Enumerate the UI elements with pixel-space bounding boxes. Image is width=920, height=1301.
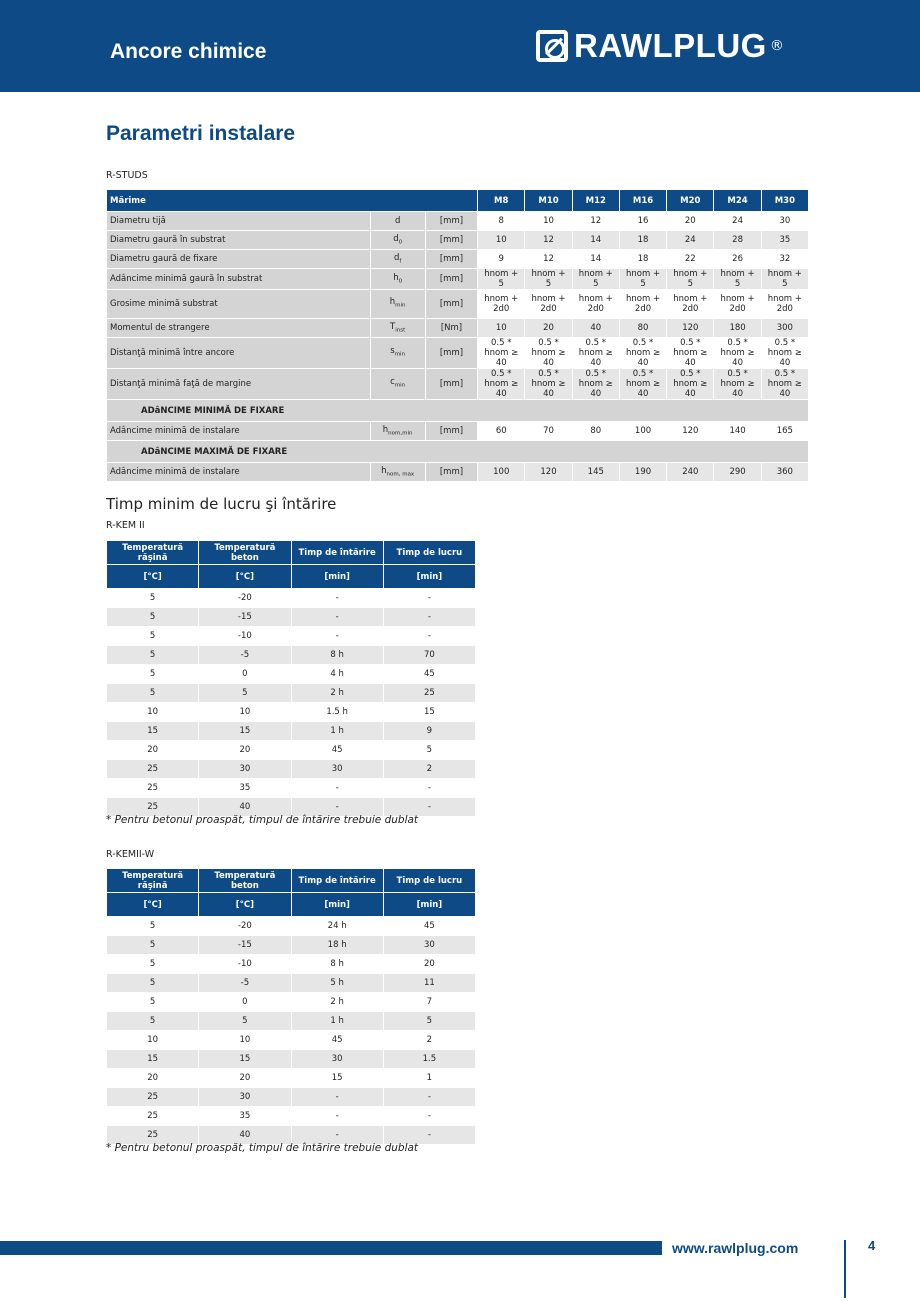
table-cell: 9 [383,722,475,741]
param-value: 40 [572,319,619,338]
param-value: 24 [667,231,714,250]
param-value: 12 [572,212,619,231]
param-name: Adâncime minimă de instalare [107,463,371,482]
unit-header: [min] [383,565,475,589]
table-cell: 15 [107,1050,199,1069]
table-cell: 7 [383,993,475,1012]
table-cell: 10 [199,1031,291,1050]
unit-row [107,565,476,589]
table-cell: - [291,1088,383,1107]
param-value: 30 [761,212,808,231]
studs-row [107,319,809,338]
table-cell: - [291,589,383,608]
param-value: 100 [478,463,525,482]
table-cell: 20 [107,1069,199,1088]
table-cell: 18 h [291,936,383,955]
table-row [107,703,476,722]
param-name: Distanţă minimă între ancore [107,338,371,369]
param-value: 0.5 * hnom ≥ 40 [761,338,808,369]
param-symbol [370,422,425,441]
table-cell: 45 [291,1031,383,1050]
symbol-letter: d [394,216,401,226]
table-row [107,684,476,703]
table-cell: 2 [383,1031,475,1050]
kem2-label: R-KEM II [106,520,145,531]
param-value: 22 [667,250,714,269]
column-header: Timp de întărire [291,541,383,565]
table-cell: 25 [107,1107,199,1126]
table-cell: - [383,1107,475,1126]
kem2w-note: * Pentru betonul proaspăt, timpul de întărire trebuie dublat [106,1142,419,1154]
param-value: 32 [761,250,808,269]
table-row [107,917,476,936]
studs-size-header: M10 [525,190,572,212]
symbol-subscript: min [394,382,406,389]
table-cell: -20 [199,589,291,608]
table-cell: 5 [107,608,199,627]
param-name: Diametru tijă [107,212,371,231]
table-row [107,779,476,798]
param-value: 120 [667,422,714,441]
param-symbol [370,250,425,269]
table-cell: 1 h [291,722,383,741]
param-value: 10 [478,319,525,338]
param-value: hnom + 5 [667,269,714,290]
symbol-letter: T [390,322,396,333]
table-cell: 25 [383,684,475,703]
symbol-subscript: min [394,351,406,358]
studs-size-header: M12 [572,190,619,212]
param-value: hnom + 5 [761,269,808,290]
studs-size-header: M16 [619,190,666,212]
table-row [107,1107,476,1126]
table-cell: 5 [107,627,199,646]
table-cell: 35 [199,1107,291,1126]
footer-bar [0,1241,662,1255]
kem2-table [106,540,476,817]
table-cell: 5 h [291,974,383,993]
times-title: Timp minim de lucru şi întărire [106,495,337,513]
footer-url[interactable]: www.rawlplug.com [672,1240,799,1256]
param-value: 120 [667,319,714,338]
studs-size-header: M8 [478,190,525,212]
symbol-subscript: nom,min [388,430,413,437]
param-value: 10 [478,231,525,250]
param-value: 0.5 * hnom ≥ 40 [761,369,808,400]
table-cell: 45 [383,917,475,936]
table-cell: 25 [107,760,199,779]
param-value: 14 [572,231,619,250]
param-value: 0.5 * hnom ≥ 40 [667,338,714,369]
section-heading: ADâNCIME MINIMĂ DE FIXARE [107,400,809,422]
param-value: 12 [525,231,572,250]
table-row [107,646,476,665]
param-value: 70 [525,422,572,441]
param-value: 80 [572,422,619,441]
table-cell: 25 [107,1126,199,1145]
param-value: hnom + 2d0 [667,290,714,319]
table-cell: - [291,798,383,817]
param-value: 145 [572,463,619,482]
symbol-subscript: 0 [398,278,403,285]
param-unit: [mm] [425,231,477,250]
symbol-subscript: inst [395,327,406,334]
studs-section-row [107,441,809,463]
table-cell: 5 [199,684,291,703]
table-cell: 20 [383,955,475,974]
param-value: hnom + 2d0 [572,290,619,319]
param-value: 60 [478,422,525,441]
param-symbol [370,290,425,319]
param-value: 26 [714,250,761,269]
table-cell: 20 [199,1069,291,1088]
studs-size-header: M24 [714,190,761,212]
param-value: 165 [761,422,808,441]
symbol-letter: d [393,234,399,245]
param-value: 240 [667,463,714,482]
table-cell: 5 [107,955,199,974]
param-value: hnom + 5 [525,269,572,290]
studs-row [107,422,809,441]
param-value: 24 [714,212,761,231]
studs-col-name: Mărime [107,190,478,212]
param-unit: [mm] [425,269,477,290]
studs-row [107,212,809,231]
table-cell: 15 [383,703,475,722]
table-cell: 10 [199,703,291,722]
param-unit: [mm] [425,250,477,269]
param-value: 14 [572,250,619,269]
table-cell: 5 [107,646,199,665]
param-value: 290 [714,463,761,482]
param-unit: [mm] [425,422,477,441]
param-name: Adâncime minimă gaură în substrat [107,269,371,290]
column-header: Temperatură beton [199,869,291,893]
table-cell: 30 [199,1088,291,1107]
table-cell: 1.5 h [291,703,383,722]
table-cell: 1 [383,1069,475,1088]
param-value: 10 [525,212,572,231]
param-value: 0.5 * hnom ≥ 40 [572,369,619,400]
table-row [107,955,476,974]
rawlplug-mark-icon [536,30,568,62]
param-value: 0.5 * hnom ≥ 40 [619,369,666,400]
param-value: 360 [761,463,808,482]
studs-row [107,250,809,269]
studs-table [106,189,809,482]
unit-header: [°C] [107,893,199,917]
symbol-subscript: min [395,302,406,309]
section-title: Parametri instalare [106,122,296,145]
table-cell: -10 [199,627,291,646]
table-cell: 45 [383,665,475,684]
logo-text: RAWLPLUG [574,27,767,64]
kem2-note: * Pentru betonul proaspăt, timpul de întărire trebuie dublat [106,814,419,826]
column-header: Temperatură răşină [107,869,199,893]
studs-section-row [107,400,809,422]
table-cell: -15 [199,936,291,955]
table-row [107,760,476,779]
studs-row [107,290,809,319]
table-cell: 30 [383,936,475,955]
table-cell: 5 [383,1012,475,1031]
table-cell: 0 [199,993,291,1012]
table-cell: 2 [383,760,475,779]
kem2w-table [106,868,476,1145]
param-value: 0.5 * hnom ≥ 40 [478,369,525,400]
unit-header: [°C] [107,565,199,589]
table-cell: 45 [291,741,383,760]
table-cell: 5 [107,684,199,703]
param-value: 18 [619,250,666,269]
table-cell: 2 h [291,993,383,1012]
table-row [107,1031,476,1050]
param-value: hnom + 5 [478,269,525,290]
param-symbol [370,338,425,369]
unit-header: [min] [291,893,383,917]
param-name: Diametru gaură de fixare [107,250,371,269]
table-cell: - [291,608,383,627]
symbol-subscript: 0 [398,239,403,246]
header-title: Ancore chimice [110,40,267,63]
table-cell: - [291,627,383,646]
param-unit: [mm] [425,290,477,319]
param-value: 100 [619,422,666,441]
table-cell: - [383,608,475,627]
symbol-letter: h [389,297,396,308]
symbol-subscript: f [399,258,402,265]
param-value: 190 [619,463,666,482]
table-cell: 5 [107,936,199,955]
table-cell: 5 [199,1012,291,1031]
studs-size-header: M30 [761,190,808,212]
param-unit: [mm] [425,212,477,231]
studs-row [107,369,809,400]
param-value: hnom + 5 [572,269,619,290]
table-cell: 10 [107,1031,199,1050]
column-header: Temperatură răşină [107,541,199,565]
symbol-letter: h [382,425,389,436]
studs-row [107,269,809,290]
page-number: 4 [868,1238,876,1253]
table-cell: 25 [107,798,199,817]
table-cell: 35 [199,779,291,798]
table-cell: 11 [383,974,475,993]
studs-row [107,231,809,250]
table-cell: 5 [107,1012,199,1031]
table-cell: 1 h [291,1012,383,1031]
table-row [107,974,476,993]
param-value: 180 [714,319,761,338]
param-value: 140 [714,422,761,441]
unit-header: [min] [383,893,475,917]
param-value: 9 [478,250,525,269]
table-cell: 40 [199,798,291,817]
column-header: Timp de lucru [383,541,475,565]
symbol-letter: h [393,273,399,284]
table-cell: 25 [107,1088,199,1107]
studs-row [107,338,809,369]
symbol-letter: c [390,377,395,388]
table-row [107,741,476,760]
param-value: 0.5 * hnom ≥ 40 [572,338,619,369]
param-symbol [370,212,425,231]
param-symbol [370,269,425,290]
param-value: hnom + 5 [714,269,761,290]
param-value: 0.5 * hnom ≥ 40 [714,338,761,369]
table-cell: 5 [107,993,199,1012]
table-cell: - [291,1126,383,1145]
param-symbol [370,369,425,400]
param-value: 300 [761,319,808,338]
param-value: 16 [619,212,666,231]
param-value: 18 [619,231,666,250]
symbol-letter: d [393,253,400,264]
table-row [107,665,476,684]
table-row [107,936,476,955]
table-cell: 40 [199,1126,291,1145]
table-cell: -10 [199,955,291,974]
table-cell: -15 [199,608,291,627]
footer-divider [844,1240,846,1298]
table-cell: 20 [199,741,291,760]
symbol-subscript: nom, max [386,471,415,478]
table-cell: - [383,627,475,646]
param-name: Distanţă minimă faţă de margine [107,369,371,400]
table-cell: 25 [107,779,199,798]
param-unit: [mm] [425,463,477,482]
param-value: hnom + 5 [619,269,666,290]
param-symbol [370,319,425,338]
param-value: 8 [478,212,525,231]
table-row [107,1050,476,1069]
param-value: 0.5 * hnom ≥ 40 [667,369,714,400]
symbol-letter: h [381,466,387,477]
table-cell: 5 [107,589,199,608]
param-unit: [mm] [425,338,477,369]
param-value: hnom + 2d0 [619,290,666,319]
studs-label: R-STUDS [106,170,148,181]
table-row [107,1088,476,1107]
table-cell: - [383,1088,475,1107]
table-cell: 20 [107,741,199,760]
param-value: 20 [525,319,572,338]
logo-registered: ® [769,38,784,54]
table-row [107,627,476,646]
table-cell: -5 [199,974,291,993]
column-header: Temperatură beton [199,541,291,565]
param-value: 80 [619,319,666,338]
table-cell: - [291,1107,383,1126]
kem2w-label: R-KEMII-W [106,849,155,860]
param-name: Adâncime minimă de instalare [107,422,371,441]
table-cell: 30 [291,1050,383,1069]
param-name: Grosime minimă substrat [107,290,371,319]
table-cell: 15 [107,722,199,741]
table-row [107,608,476,627]
table-cell: 1.5 [383,1050,475,1069]
param-value: 120 [525,463,572,482]
column-header: Timp de întărire [291,869,383,893]
table-cell: - [383,798,475,817]
table-row [107,589,476,608]
param-value: hnom + 2d0 [478,290,525,319]
param-value: 0.5 * hnom ≥ 40 [525,369,572,400]
table-cell: 5 [107,974,199,993]
table-cell: 5 [107,917,199,936]
table-cell: 30 [199,760,291,779]
unit-header: [°C] [199,565,291,589]
table-cell: - [383,589,475,608]
param-name: Momentul de strangere [107,319,371,338]
param-value: 0.5 * hnom ≥ 40 [619,338,666,369]
table-cell: 70 [383,646,475,665]
header-row [107,869,476,893]
table-cell: 15 [199,722,291,741]
param-value: hnom + 2d0 [714,290,761,319]
table-cell: 8 h [291,955,383,974]
param-value: 35 [761,231,808,250]
table-row [107,1069,476,1088]
symbol-letter: s [390,346,395,357]
table-cell: 10 [107,703,199,722]
param-value: 0.5 * hnom ≥ 40 [714,369,761,400]
param-value: hnom + 2d0 [761,290,808,319]
section-heading: ADâNCIME MAXIMĂ DE FIXARE [107,441,809,463]
param-unit: [mm] [425,369,477,400]
param-value: 20 [667,212,714,231]
table-cell: - [291,779,383,798]
param-value: 12 [525,250,572,269]
studs-row [107,463,809,482]
unit-header: [°C] [199,893,291,917]
table-cell: 5 [107,665,199,684]
table-row [107,1012,476,1031]
table-cell: - [383,779,475,798]
table-row [107,722,476,741]
param-name: Diametru gaură în substrat [107,231,371,250]
table-cell: 2 h [291,684,383,703]
table-cell: 5 [383,741,475,760]
table-cell: -20 [199,917,291,936]
table-cell: - [383,1126,475,1145]
column-header: Timp de lucru [383,869,475,893]
table-cell: 30 [291,760,383,779]
table-cell: -5 [199,646,291,665]
unit-header: [min] [291,565,383,589]
param-symbol [370,231,425,250]
table-cell: 8 h [291,646,383,665]
table-cell: 24 h [291,917,383,936]
table-cell: 15 [291,1069,383,1088]
param-value: hnom + 2d0 [525,290,572,319]
param-symbol [370,463,425,482]
table-cell: 0 [199,665,291,684]
table-cell: 4 h [291,665,383,684]
param-unit: [Nm] [425,319,477,338]
header-row [107,541,476,565]
studs-size-header: M20 [667,190,714,212]
page-header [0,0,920,92]
rawlplug-logo [536,28,784,64]
param-value: 0.5 * hnom ≥ 40 [478,338,525,369]
table-cell: 15 [199,1050,291,1069]
param-value: 28 [714,231,761,250]
param-value: 0.5 * hnom ≥ 40 [525,338,572,369]
table-row [107,993,476,1012]
unit-row [107,893,476,917]
